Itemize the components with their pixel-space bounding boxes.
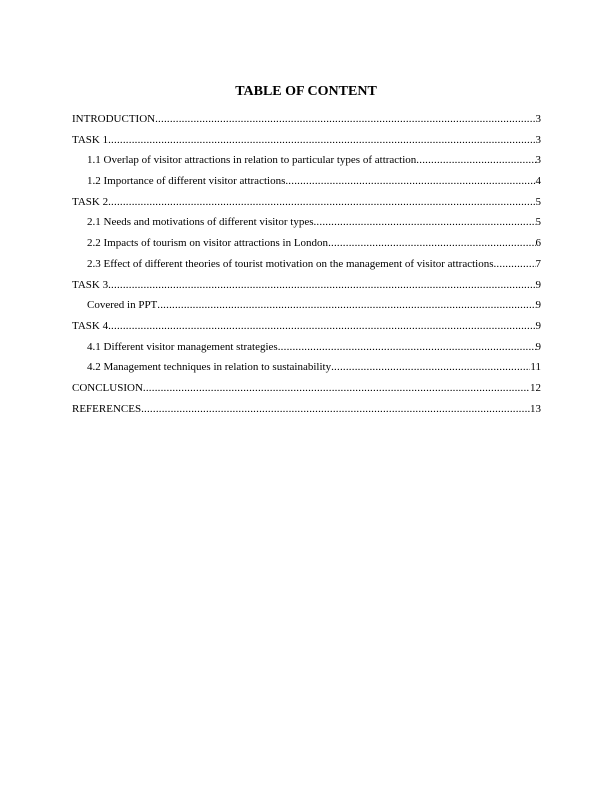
toc-dot-leader	[108, 196, 535, 209]
toc-page-number: 3	[535, 113, 541, 125]
toc-dot-leader	[313, 216, 535, 229]
toc-entry-text: 2.3 Effect of different theories of tourist motivation on the management of visitor attractions	[87, 257, 494, 270]
toc-entry-text: CONCLUSION	[72, 381, 143, 394]
toc-entry[interactable]	[72, 134, 541, 155]
toc-dot-leader	[155, 113, 535, 126]
toc-entry[interactable]	[72, 113, 541, 134]
toc-entry-text: Covered in PPT	[87, 299, 158, 312]
toc-dot-leader	[108, 279, 535, 292]
toc-page-number: 13	[530, 402, 541, 415]
toc-entry[interactable]	[72, 196, 541, 217]
toc-page-number: 3	[535, 133, 541, 146]
toc-dot-leader	[493, 258, 535, 271]
toc-dot-leader	[143, 382, 530, 395]
toc-page-number: 11	[530, 361, 541, 374]
toc-entry-text: TASK 3	[72, 278, 109, 291]
toc-page-number: 7	[535, 257, 541, 270]
toc-entry[interactable]	[72, 299, 541, 320]
toc-entry-text: 4.1 Different visitor management strategies	[87, 340, 278, 353]
toc-page-number: 4	[535, 175, 541, 188]
toc-title: TABLE OF CONTENT	[235, 84, 377, 99]
toc-dot-leader	[157, 299, 535, 312]
toc-page-number: 3	[535, 154, 541, 167]
toc-entry-text: 4.2 Management techniques in relation to sustainability	[87, 361, 332, 374]
toc-page-number: 5	[535, 195, 541, 208]
toc-page-number: 9	[535, 340, 541, 353]
toc-page-number: 5	[535, 216, 541, 229]
toc-page-number: 12	[530, 381, 541, 394]
toc-dot-leader	[285, 175, 535, 188]
toc-entry[interactable]	[72, 258, 541, 279]
toc-entry[interactable]	[72, 154, 541, 175]
toc-entry-text: INTRODUCTION	[72, 113, 156, 125]
toc-page-number: 9	[535, 319, 541, 332]
toc-entry-text: TASK 2	[72, 195, 109, 208]
toc-entry[interactable]	[72, 216, 541, 237]
toc-entry-text: TASK 4	[72, 319, 109, 332]
toc-dot-leader	[328, 237, 535, 250]
toc-entry-text: TASK 1	[72, 133, 109, 146]
toc-dot-leader	[108, 320, 535, 333]
toc-entry-text: 2.1 Needs and motivations of different visitor types	[87, 216, 314, 229]
toc-entry[interactable]	[72, 382, 541, 403]
toc-dot-leader	[331, 361, 530, 374]
toc-entry-text: 2.2 Impacts of tourism on visitor attractions in London	[87, 237, 329, 250]
toc-page-number: 6	[535, 237, 541, 250]
toc-dot-leader	[108, 134, 535, 147]
toc-entry[interactable]	[72, 320, 541, 341]
toc-dot-leader	[141, 403, 530, 416]
toc-entry[interactable]	[72, 237, 541, 258]
toc-entry-text: 1.2 Importance of different visitor attractions	[87, 175, 286, 188]
toc-entry-text: 1.1 Overlap of visitor attractions in relation to particular types of attraction	[87, 154, 417, 167]
toc-entry-text: REFERENCES	[72, 402, 142, 415]
toc-entry[interactable]	[72, 279, 541, 300]
toc-page-number: 9	[535, 299, 541, 312]
toc-dot-leader	[278, 341, 536, 354]
toc-entry[interactable]	[72, 403, 541, 424]
toc-page-number: 9	[535, 278, 541, 291]
toc-entry[interactable]	[72, 361, 541, 382]
toc-entry[interactable]	[72, 175, 541, 196]
toc-entry[interactable]	[72, 341, 541, 362]
toc-list	[72, 113, 541, 423]
toc-dot-leader	[416, 154, 535, 167]
